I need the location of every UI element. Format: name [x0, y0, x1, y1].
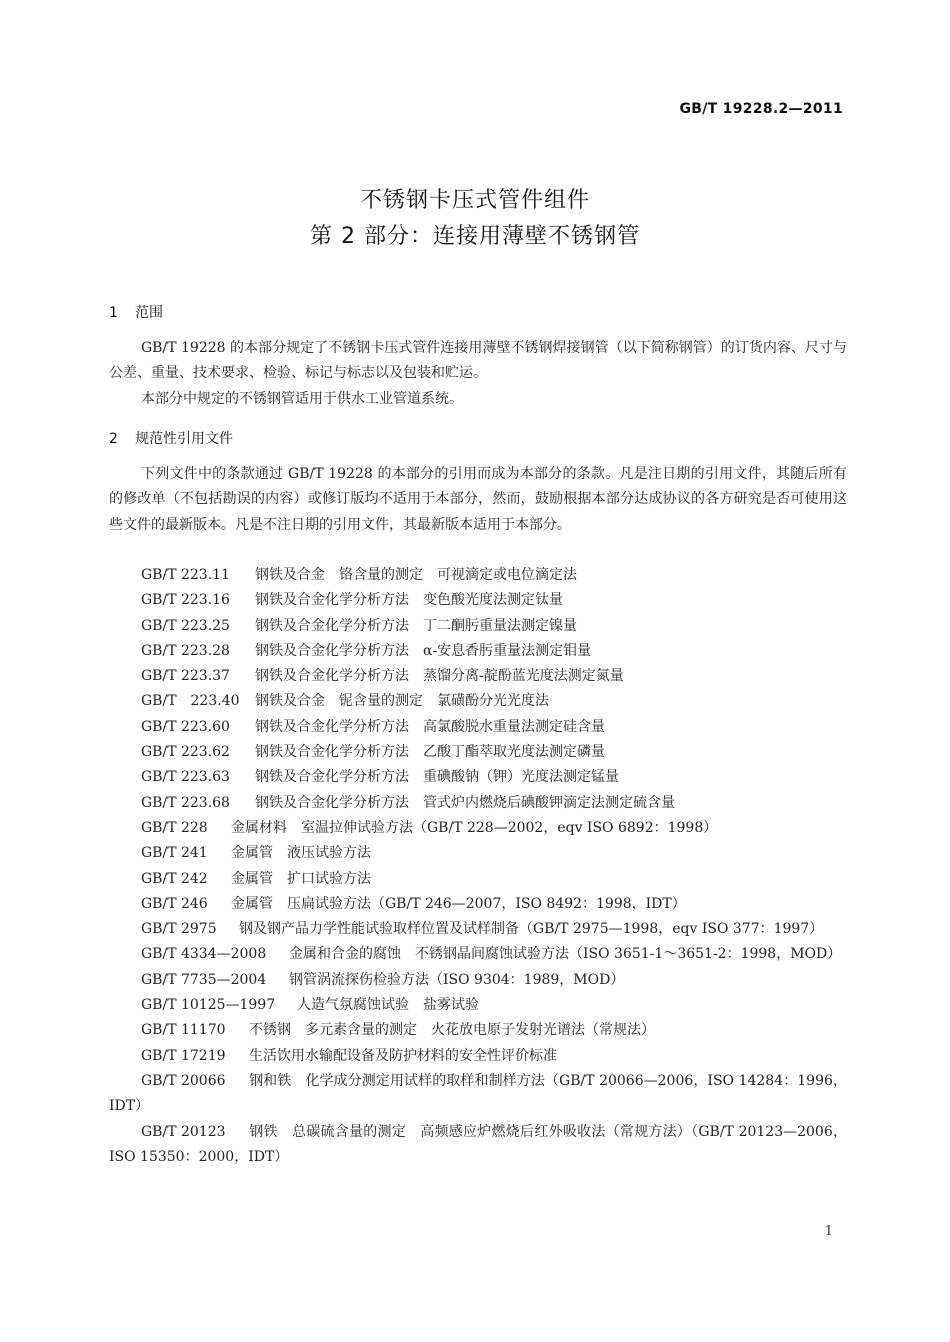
reference-title: 钢铁及合金化学分析方法 高氯酸脱水重量法测定硅含量: [255, 718, 605, 735]
reference-item: [109, 1120, 847, 1171]
reference-code: GB/T 10125—1997: [141, 997, 276, 1014]
section-number: 2: [109, 431, 118, 447]
reference-item: [109, 867, 847, 892]
reference-code: GB/T 223.25: [141, 617, 230, 634]
reference-item: [109, 715, 847, 740]
reference-code: GB/T 223.40: [141, 693, 240, 710]
reference-code: GB/T 20066: [141, 1072, 226, 1089]
reference-code: GB/T 241: [141, 845, 208, 862]
references-intro-paragraph: 下列文件中的条款通过 GB/T 19228 的本部分的引用而成为本部分的条款。凡是注日期的引用文件，其随后所有的修改单（不包括勘误的内容）或修订版均不适用于本部分，然而，鼓励根据本部分达成协议的各方研究是否可使用这些文件的最新版本。凡是不注日期的引用文件，其最新版本适用于本部分。: [109, 466, 847, 533]
reference-code: GB/T 242: [141, 870, 208, 887]
section-title: 范围: [135, 305, 163, 321]
section-number: 1: [109, 305, 118, 321]
reference-title: 金属和合金的腐蚀 不锈钢晶间腐蚀试验方法（ISO 3651-1～3651-2：1998，MOD）: [289, 946, 842, 963]
page-number: 1: [824, 1224, 833, 1239]
standard-code: GB/T 19228.2—2011: [679, 101, 843, 117]
reference-code: GB/T 246: [141, 895, 208, 912]
reference-item: [109, 765, 847, 790]
reference-item: [109, 1069, 847, 1120]
reference-title: 不锈钢 多元素含量的测定 火花放电原子发射光谱法（常规法）: [249, 1022, 655, 1039]
reference-item: [109, 639, 847, 664]
reference-code: GB/T 223.16: [141, 592, 230, 609]
reference-title: 金属管 扩口试验方法: [231, 870, 371, 887]
reference-item: [109, 917, 847, 942]
reference-item: [109, 942, 847, 967]
reference-item: [109, 892, 847, 917]
document-subtitle: 第 2 部分：连接用薄壁不锈钢管: [310, 224, 640, 249]
reference-title: 钢铁及合金化学分析方法 重碘酸钠（钾）光度法测定锰量: [255, 769, 619, 786]
reference-code: GB/T 17219: [141, 1047, 226, 1064]
reference-code: GB/T 223.68: [141, 794, 230, 811]
document-title: 不锈钢卡压式管件组件: [359, 188, 590, 213]
reference-item: [109, 588, 847, 613]
reference-code: GB/T 223.28: [141, 642, 230, 659]
reference-list: [109, 563, 847, 1170]
reference-item: [109, 816, 847, 841]
reference-item: [109, 740, 847, 765]
reference-item: [109, 993, 847, 1018]
reference-code: GB/T 20123: [141, 1123, 226, 1140]
section-heading-normative-references: [109, 428, 233, 448]
reference-title: 金属材料 室温拉伸试验方法（GB/T 228—2002，eqv ISO 6892：1998）: [231, 819, 718, 836]
reference-title: 人造气氛腐蚀试验 盐雾试验: [297, 997, 479, 1014]
reference-item: [109, 841, 847, 866]
scope-applicability-paragraph: 本部分中规定的不锈钢管适用于供水工业管道系统。: [141, 391, 463, 407]
reference-item: [109, 689, 847, 714]
reference-title: 钢铁 总碳硫含量的测定 高频感应炉燃烧后红外吸收法（常规方法）（GB/T 20123—2006，ISO 15350：2000，IDT）: [109, 1123, 847, 1165]
reference-title: 生活饮用水输配设备及防护材料的安全性评价标准: [249, 1047, 557, 1064]
reference-title: 钢铁及合金化学分析方法 丁二酮肟重量法测定镍量: [255, 617, 577, 634]
reference-item: [109, 614, 847, 639]
reference-title: 钢铁及合金化学分析方法 变色酸光度法测定钛量: [255, 592, 563, 609]
reference-code: GB/T 2975: [141, 921, 217, 938]
reference-code: GB/T 223.37: [141, 668, 230, 685]
reference-item: [109, 968, 847, 993]
section-title: 规范性引用文件: [135, 431, 233, 447]
scope-paragraph: GB/T 19228 的本部分规定了不锈钢卡压式管件连接用薄壁不锈钢焊接钢管（以下简称钢管）的订货内容、尺寸与公差、重量、技术要求、检验、标记与标志以及包装和贮运。: [109, 340, 847, 382]
reference-item: [109, 791, 847, 816]
reference-item: [109, 1018, 847, 1043]
reference-item: [109, 1044, 847, 1069]
reference-code: GB/T 4334—2008: [141, 946, 267, 963]
reference-title: 钢铁及合金化学分析方法 管式炉内燃烧后碘酸钾滴定法测定硫含量: [255, 794, 675, 811]
reference-code: GB/T 228: [141, 819, 208, 836]
reference-title: 钢铁及合金化学分析方法 α-安息香肟重量法测定钼量: [255, 642, 592, 659]
reference-title: 钢铁及合金化学分析方法 蒸馏分离-靛酚蓝光度法测定氮量: [255, 668, 624, 685]
reference-code: GB/T 223.62: [141, 744, 230, 761]
reference-title: 钢和铁 化学成分测定用试样的取样和制样方法（GB/T 20066—2006，ISO 14284：1996，IDT）: [109, 1072, 847, 1115]
reference-code: GB/T 11170: [141, 1022, 226, 1039]
reference-code: GB/T 7735—2004: [141, 971, 267, 988]
reference-item: [109, 563, 847, 588]
reference-title: 金属管 压扁试验方法（GB/T 246—2007，ISO 8492：1998，IDT）: [231, 895, 686, 912]
section-heading-scope: [109, 302, 163, 322]
reference-title: 钢管涡流探伤检验方法（ISO 9304：1989，MOD）: [289, 971, 625, 988]
reference-title: 钢及钢产品力学性能试验取样位置及试样制备（GB/T 2975—1998，eqv ISO 377：1997）: [239, 921, 824, 938]
reference-code: GB/T 223.60: [141, 718, 230, 735]
reference-code: GB/T 223.63: [141, 769, 230, 786]
reference-title: 钢铁及合金 铬含量的测定 可视滴定或电位滴定法: [255, 567, 577, 583]
reference-title: 钢铁及合金化学分析方法 乙酸丁酯萃取光度法测定磷量: [255, 744, 605, 761]
reference-item: [109, 664, 847, 689]
reference-title: 钢铁及合金 铌含量的测定 氯磺酚分光光度法: [255, 693, 549, 710]
reference-title: 金属管 液压试验方法: [231, 845, 371, 862]
reference-code: GB/T 223.11: [141, 567, 230, 583]
